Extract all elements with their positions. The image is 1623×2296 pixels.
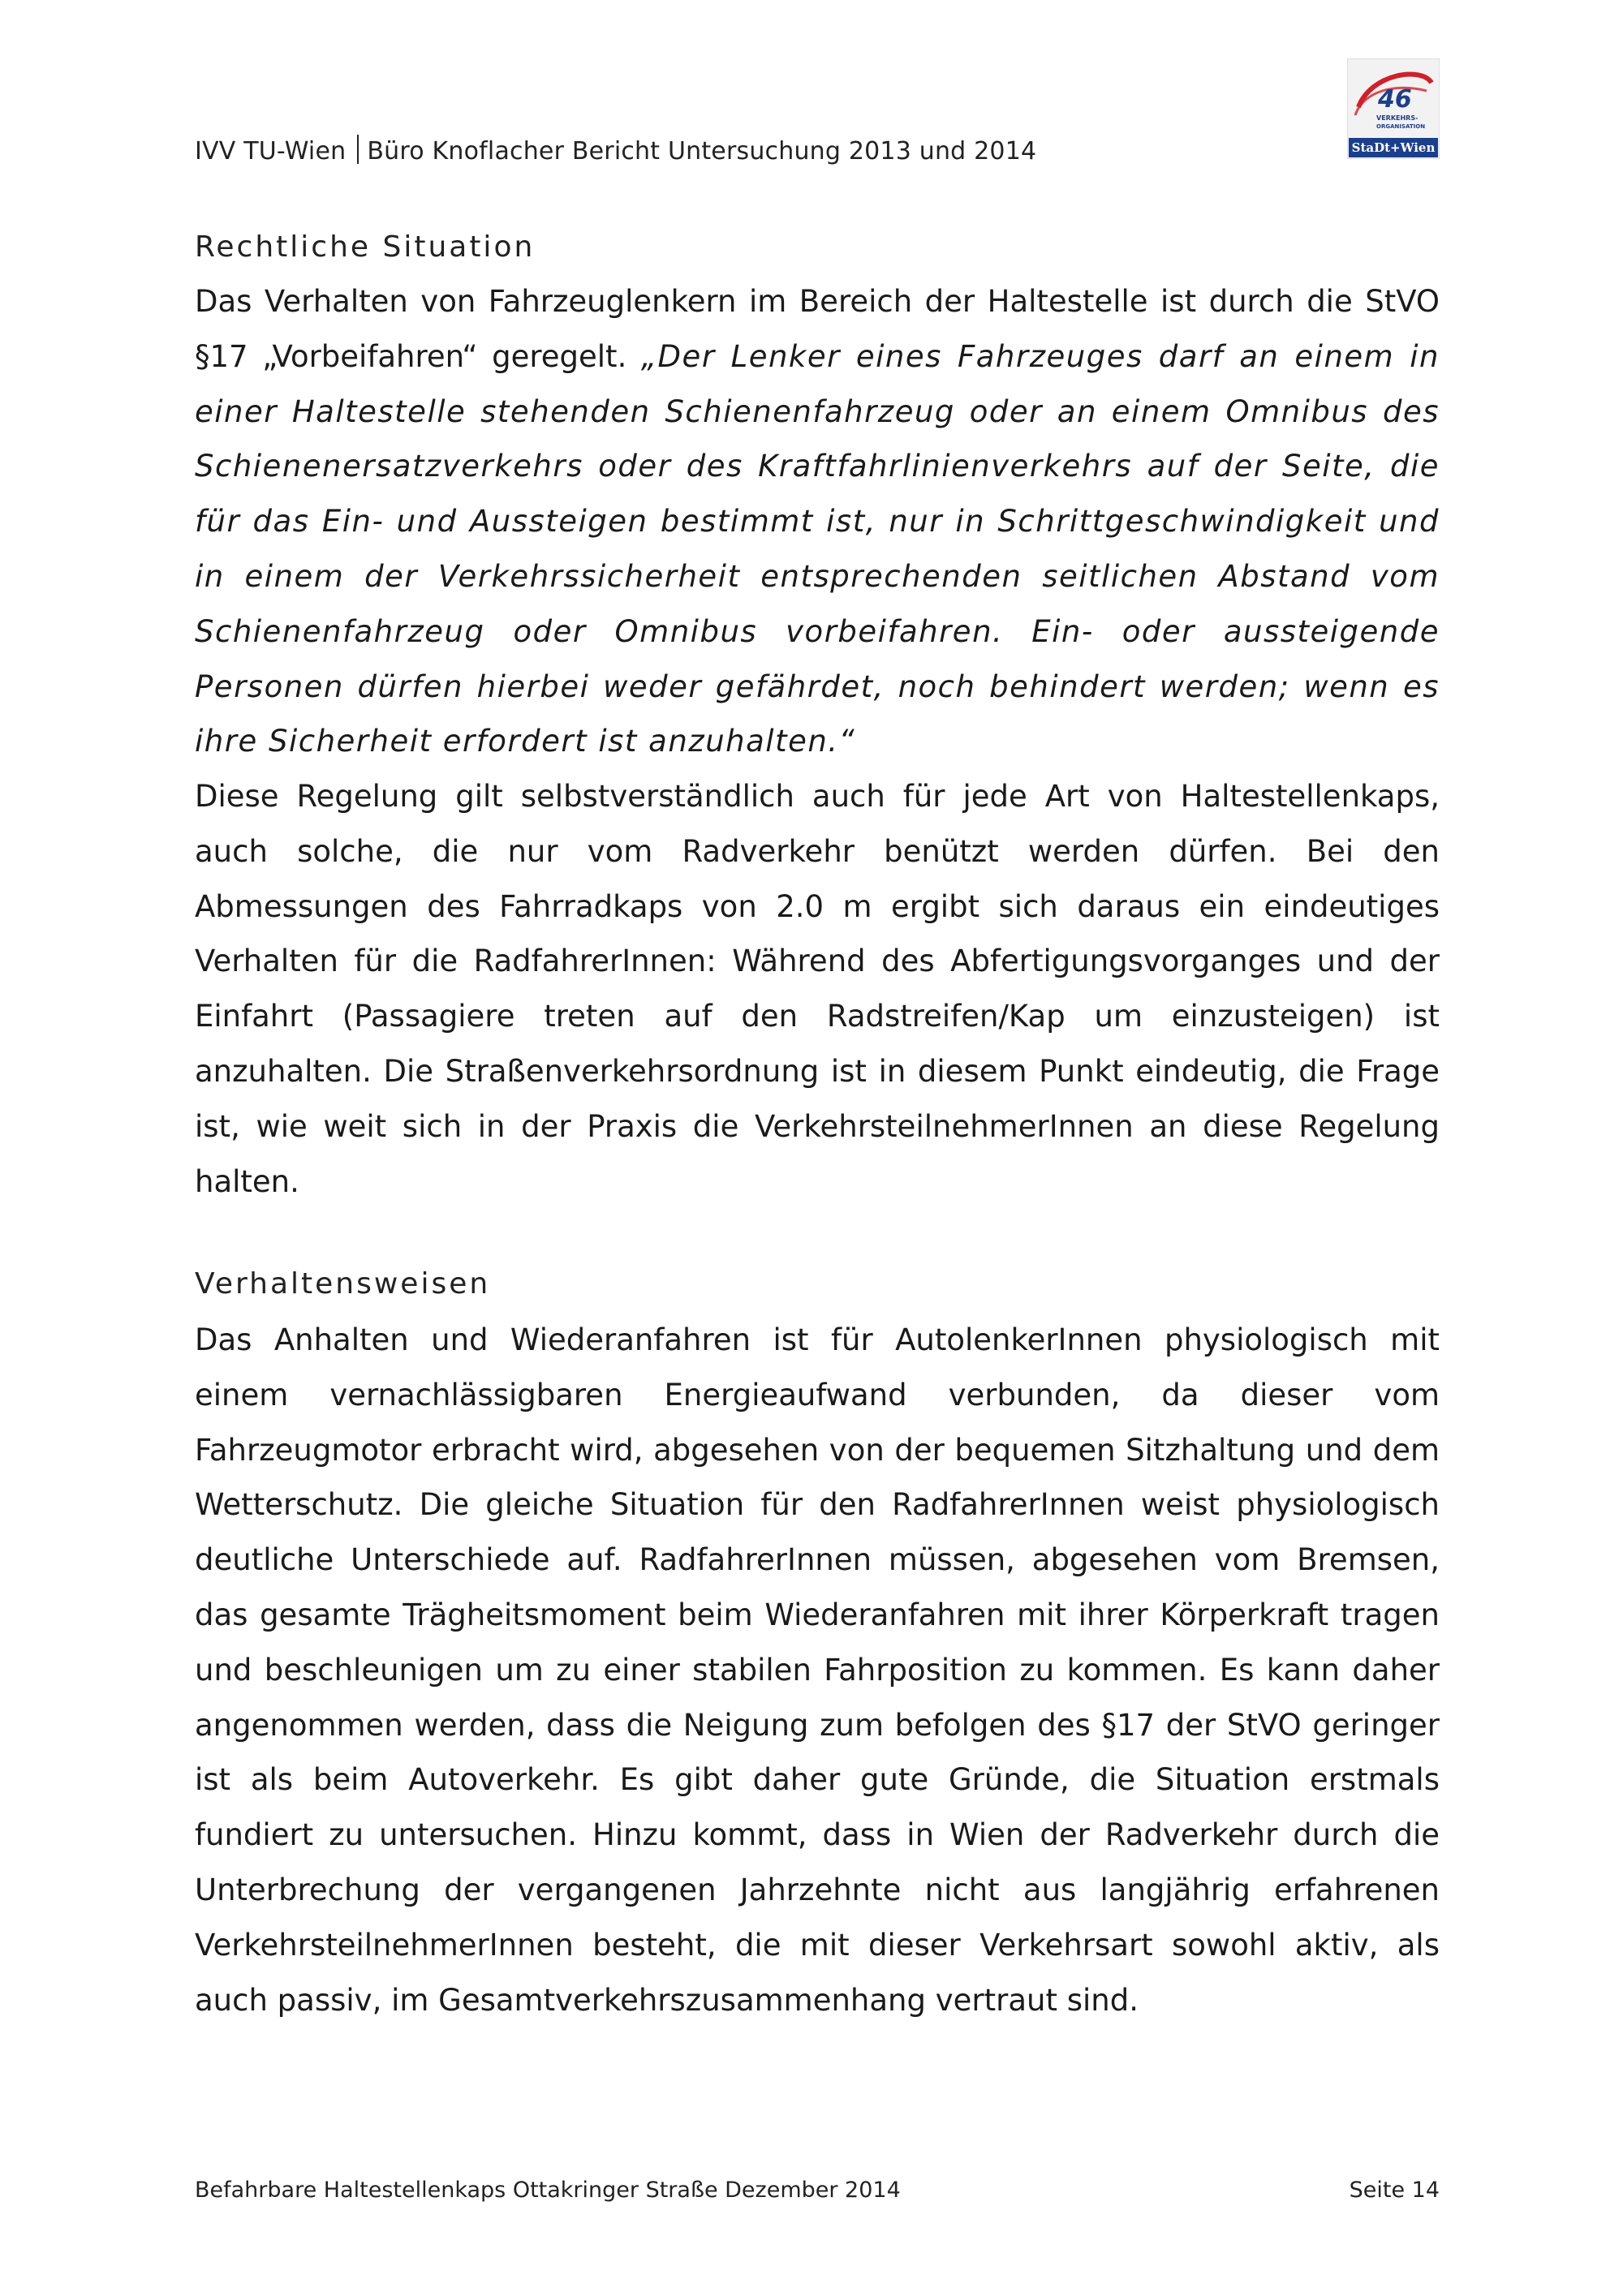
logo-city: StaDt+Wien <box>1351 140 1436 155</box>
page-header <box>195 135 1036 166</box>
paragraph-regelung: Diese Regelung gilt selbstverständlich auch für jede Art von Haltestellenkaps, auch solche, die nur vom Radverkehr benützt werden dürfen. Bei den Abmessungen des Fahrradkaps von 2.0 m ergibt sich daraus ein eindeutiges Verhalten für die RadfahrerInnen: Während des Abfertigungsvorganges und der Einfahrt (Passagiere treten auf den Radstreifen/Kap um einzusteigen) ist anzuhalten. Die Straßenverkehrsordnung ist in diesem Punkt eindeutig, die Frage ist, wie weit sich in der Praxis die VerkehrsteilnehmerInnen an diese Regelung halten. <box>195 779 1440 1199</box>
logo-line1: VERKEHRS- <box>1376 114 1419 122</box>
stvo-quote: „Der Lenker eines Fahrzeuges darf an einem in einer Haltestelle stehenden Schienenfahrzeug oder an einem Omnibus des Schienenersatzverkehrs oder des Kraftfahrlinienverkehrs auf der Seite, die für das Ein- und Aussteigen bestimmt ist, nur in Schrittgeschwindigkeit und in einem der Verkehrssicherheit entsprechenden seitlichen Abstand vom Schienenfahrzeug oder Omnibus vorbeifahren. Ein- oder aussteigende Personen dürfen hierbei weder gefährdet, noch behindert werden; wenn es ihre Sicherheit erfordert ist anzuhalten.“ <box>195 338 1440 759</box>
logo-number: 46 <box>1378 85 1412 114</box>
logo-line2: ORGANISATION <box>1376 123 1426 130</box>
paragraph-verhaltensweisen: Das Anhalten und Wiederanfahren ist für AutolenkerInnen physiologisch mit einem vernachlässigbaren Energieaufwand verbunden, da dieser vom Fahrzeugmotor erbracht wird, abgesehen von der bequemen Sitzhaltung und dem Wetterschutz. Die gleiche Situation für den RadfahrerInnen weist physiologisch deutliche Unterschiede auf. RadfahrerInnen müssen, abgesehen vom Bremsen, das gesamte Trägheitsmoment beim Wiederanfahren mit ihrer Körperkraft tragen und beschleunigen um zu einer stabilen Fahrposition zu kommen. Es kann daher angenommen werden, dass die Neigung zum befolgen des §17 der StVO geringer ist als beim Autoverkehr. Es gibt daher gute Gründe, die Situation erstmals fundiert zu untersuchen. Hinzu kommt, dass in Wien der Radverkehr durch die Unterbrechung der vergangenen Jahrzehnte nicht aus langjährig erfahrenen VerkehrsteilnehmerInnen besteht, die mit dieser Verkehrsart sowohl aktiv, als auch passiv, im Gesamtverkehrszusammenhang vertraut sind. <box>195 1322 1440 2018</box>
verkehrsorganisation-logo <box>1347 58 1440 159</box>
section-title-verhaltensweisen: Verhaltensweisen <box>195 1267 491 1301</box>
footer-page-number: Seite 14 <box>1349 2178 1440 2203</box>
stvo-intro: Das Verhalten von Fahrzeuglenkern im Bereich der Haltestelle ist durch die StVO §17 „Vorbeifahren“ geregelt. <box>195 284 1440 374</box>
header-title: Büro Knoflacher Bericht Untersuchung 2013 und 2014 <box>367 137 1037 166</box>
header-separator <box>357 135 359 164</box>
paragraph-stvo <box>195 274 1440 769</box>
section-title-rechtliche-situation: Rechtliche Situation <box>195 230 536 264</box>
header-org: IVV TU-Wien <box>195 137 347 166</box>
footer-document-title: Befahrbare Haltestellenkaps Ottakringer Straße Dezember 2014 <box>195 2178 901 2203</box>
